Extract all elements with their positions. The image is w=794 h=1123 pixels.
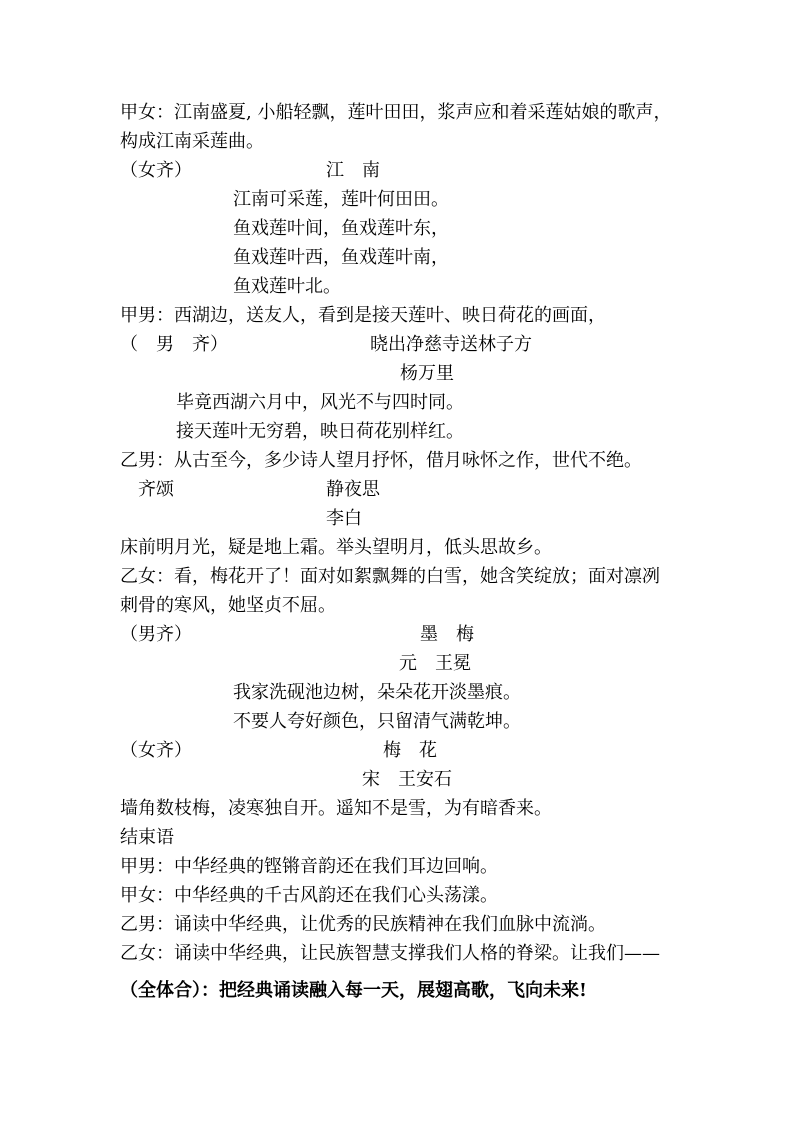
closing-line-1: 甲男：中华经典的铿锵音韵还在我们耳边回响。 [120, 856, 498, 877]
jiangnan-line-4: 鱼戏莲叶北。 [233, 276, 341, 297]
jingyesi-performer: 齐颂 [138, 479, 174, 500]
jiangnan-performer: （女齐） [120, 160, 192, 181]
meihua-author: 宋 王安石 [362, 769, 452, 790]
jiangnan-line-1: 江南可采莲，莲叶何田田。 [233, 189, 449, 210]
xiaochu-title: 晓出净慈寺送林子方 [370, 334, 532, 355]
jia-nan-intro: 甲男：西湖边，送友人，看到是接天莲叶、映日荷花的画面， [120, 305, 606, 326]
momei-author: 元 王冕 [399, 653, 471, 674]
yi-nv-intro-line-2: 刺骨的寒风，她坚贞不屈。 [120, 595, 336, 616]
jia-nv-intro-line-2: 构成江南采莲曲。 [120, 131, 264, 152]
yi-nan-intro: 乙男：从古至今，多少诗人望月抒怀，借月咏怀之作，世代不绝。 [120, 450, 642, 471]
jingyesi-line: 床前明月光，疑是地上霜。举头望明月，低头思故乡。 [120, 537, 552, 558]
jingyesi-author: 李白 [326, 508, 362, 529]
xiaochu-line-2: 接天莲叶无穷碧，映日荷花别样红。 [176, 421, 464, 442]
jiangnan-line-2: 鱼戏莲叶间，鱼戏莲叶东， [233, 218, 449, 239]
jingyesi-title: 静夜思 [326, 479, 380, 500]
meihua-title: 梅 花 [383, 740, 437, 761]
finale-line: （全体合）：把经典诵读融入每一天，展翅高歌，飞向未来! [120, 980, 587, 1001]
xiaochu-performer: （ 男 齐） [120, 334, 228, 355]
momei-title: 墨 梅 [420, 624, 474, 645]
momei-line-1: 我家洗砚池边树，朵朵花开淡墨痕。 [233, 682, 521, 703]
closing-heading: 结束语 [120, 827, 174, 848]
yi-nv-intro-line-1: 乙女：看，梅花开了！面对如絮飘舞的白雪，她含笑绽放；面对凛冽 [120, 566, 660, 587]
xiaochu-author: 杨万里 [400, 363, 454, 384]
momei-line-2: 不要人夸好颜色，只留清气满乾坤。 [233, 711, 521, 732]
jiangnan-title: 江 南 [326, 160, 380, 181]
jiangnan-line-3: 鱼戏莲叶西，鱼戏莲叶南， [233, 247, 449, 268]
xiaochu-line-1: 毕竟西湖六月中，风光不与四时同。 [176, 392, 464, 413]
momei-performer: （男齐） [120, 624, 192, 645]
jia-nv-intro-line-1: 甲女：江南盛夏, 小船轻飘，莲叶田田，浆声应和着采莲姑娘的歌声， [120, 102, 672, 123]
closing-line-2: 甲女：中华经典的千古风韵还在我们心头荡漾。 [120, 885, 498, 906]
closing-line-4: 乙女：诵读中华经典，让民族智慧支撑我们人格的脊梁。让我们—— [120, 943, 660, 964]
meihua-line: 墙角数枝梅，凌寒独自开。遥知不是雪，为有暗香来。 [120, 798, 552, 819]
closing-line-3: 乙男：诵读中华经典，让优秀的民族精神在我们血脉中流淌。 [120, 914, 606, 935]
meihua-performer: （女齐） [120, 740, 192, 761]
